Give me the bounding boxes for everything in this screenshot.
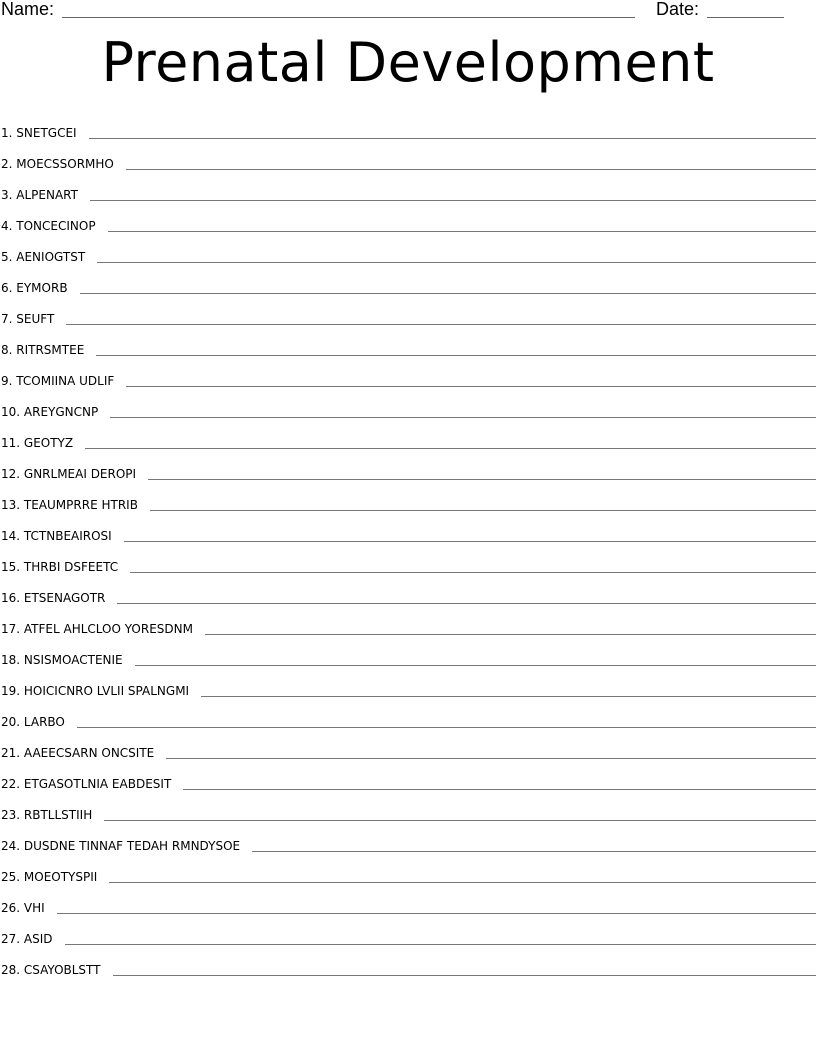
list-item bbox=[0, 732, 816, 763]
answer-line[interactable] bbox=[126, 169, 816, 170]
answer-line[interactable] bbox=[135, 665, 816, 666]
scrambled-word: 9. TCOMIINA UDLIF bbox=[1, 374, 115, 388]
answer-line[interactable] bbox=[113, 975, 816, 976]
answer-line[interactable] bbox=[110, 417, 816, 418]
list-item bbox=[0, 298, 816, 329]
scrambled-word: 20. LARBO bbox=[1, 715, 65, 729]
answer-line[interactable] bbox=[104, 820, 816, 821]
answer-line[interactable] bbox=[148, 479, 816, 480]
answer-line[interactable] bbox=[97, 262, 816, 263]
answer-line[interactable] bbox=[89, 138, 816, 139]
answer-line[interactable] bbox=[183, 789, 816, 790]
scrambled-word: 23. RBTLLSTIIH bbox=[1, 808, 93, 822]
scrambled-word: 17. ATFEL AHLCLOO YORESDNM bbox=[1, 622, 193, 636]
scrambled-word: 18. NSISMOACTENIE bbox=[1, 653, 123, 667]
list-item bbox=[0, 577, 816, 608]
list-item bbox=[0, 453, 816, 484]
answer-line[interactable] bbox=[80, 293, 816, 294]
scrambled-word: 2. MOECSSORMHO bbox=[1, 157, 114, 171]
name-label: Name: bbox=[1, 0, 55, 19]
worksheet-header bbox=[0, 0, 816, 22]
list-item bbox=[0, 391, 816, 422]
answer-line[interactable] bbox=[96, 355, 816, 356]
scrambled-word: 28. CSAYOBLSTT bbox=[1, 963, 101, 977]
scrambled-word: 25. MOEOTYSPII bbox=[1, 870, 98, 884]
scrambled-word: 15. THRBI DSFEETC bbox=[1, 560, 119, 574]
list-item bbox=[0, 794, 816, 825]
list-item bbox=[0, 670, 816, 701]
scrambled-word: 12. GNRLMEAI DEROPI bbox=[1, 467, 137, 481]
list-item bbox=[0, 825, 816, 856]
scrambled-word: 3. ALPENART bbox=[1, 188, 78, 202]
scrambled-word: 26. VHI bbox=[1, 901, 45, 915]
answer-line[interactable] bbox=[126, 386, 816, 387]
answer-line[interactable] bbox=[124, 541, 816, 542]
list-item bbox=[0, 949, 816, 980]
answer-line[interactable] bbox=[77, 727, 816, 728]
list-item bbox=[0, 918, 816, 949]
date-label: Date: bbox=[656, 0, 700, 19]
answer-line[interactable] bbox=[205, 634, 816, 635]
list-item bbox=[0, 763, 816, 794]
list-item bbox=[0, 484, 816, 515]
date-answer-line[interactable] bbox=[707, 17, 784, 18]
scrambled-word: 21. AAEECSARN ONCSITE bbox=[1, 746, 155, 760]
page-title: Prenatal Development bbox=[101, 31, 715, 94]
answer-line[interactable] bbox=[201, 696, 816, 697]
list-item bbox=[0, 856, 816, 887]
answer-line[interactable] bbox=[117, 603, 816, 604]
scrambled-word: 24. DUSDNE TINNAF TEDAH RMNDYSOE bbox=[1, 839, 241, 853]
scrambled-word: 13. TEAUMPRRE HTRIB bbox=[1, 498, 138, 512]
answer-line[interactable] bbox=[166, 758, 816, 759]
answer-line[interactable] bbox=[90, 200, 816, 201]
list-item bbox=[0, 887, 816, 918]
scrambled-word: 27. ASID bbox=[1, 932, 53, 946]
answer-line[interactable] bbox=[252, 851, 816, 852]
list-item bbox=[0, 360, 816, 391]
list-item bbox=[0, 639, 816, 670]
answer-line[interactable] bbox=[57, 913, 816, 914]
list-item bbox=[0, 205, 816, 236]
scrambled-word: 1. SNETGCEI bbox=[1, 126, 77, 140]
list-item bbox=[0, 515, 816, 546]
scrambled-word: 8. RITRSMTEE bbox=[1, 343, 85, 357]
answer-line[interactable] bbox=[85, 448, 816, 449]
scrambled-word: 4. TONCECINOP bbox=[1, 219, 96, 233]
answer-line[interactable] bbox=[109, 882, 816, 883]
list-item bbox=[0, 701, 816, 732]
answer-line[interactable] bbox=[150, 510, 816, 511]
answer-line[interactable] bbox=[130, 572, 816, 573]
list-item bbox=[0, 112, 816, 143]
answer-line[interactable] bbox=[65, 944, 816, 945]
answer-line[interactable] bbox=[66, 324, 816, 325]
list-item bbox=[0, 546, 816, 577]
list-item bbox=[0, 174, 816, 205]
scrambled-word: 16. ETSENAGOTR bbox=[1, 591, 106, 605]
list-item bbox=[0, 329, 816, 360]
name-answer-line[interactable] bbox=[62, 17, 635, 18]
scrambled-word: 11. GEOTYZ bbox=[1, 436, 74, 450]
list-item bbox=[0, 143, 816, 174]
scrambled-word: 14. TCTNBEAIROSI bbox=[1, 529, 112, 543]
scrambled-word: 7. SEUFT bbox=[1, 312, 55, 326]
list-item bbox=[0, 236, 816, 267]
answer-line[interactable] bbox=[108, 231, 816, 232]
scrambled-word: 5. AENIOGTST bbox=[1, 250, 86, 264]
list-item bbox=[0, 422, 816, 453]
scramble-list bbox=[0, 112, 816, 980]
list-item bbox=[0, 267, 816, 298]
scrambled-word: 19. HOICICNRO LVLII SPALNGMI bbox=[1, 684, 190, 698]
scrambled-word: 22. ETGASOTLNIA EABDESIT bbox=[1, 777, 172, 791]
scrambled-word: 6. EYMORB bbox=[1, 281, 68, 295]
scrambled-word: 10. AREYGNCNP bbox=[1, 405, 99, 419]
list-item bbox=[0, 608, 816, 639]
